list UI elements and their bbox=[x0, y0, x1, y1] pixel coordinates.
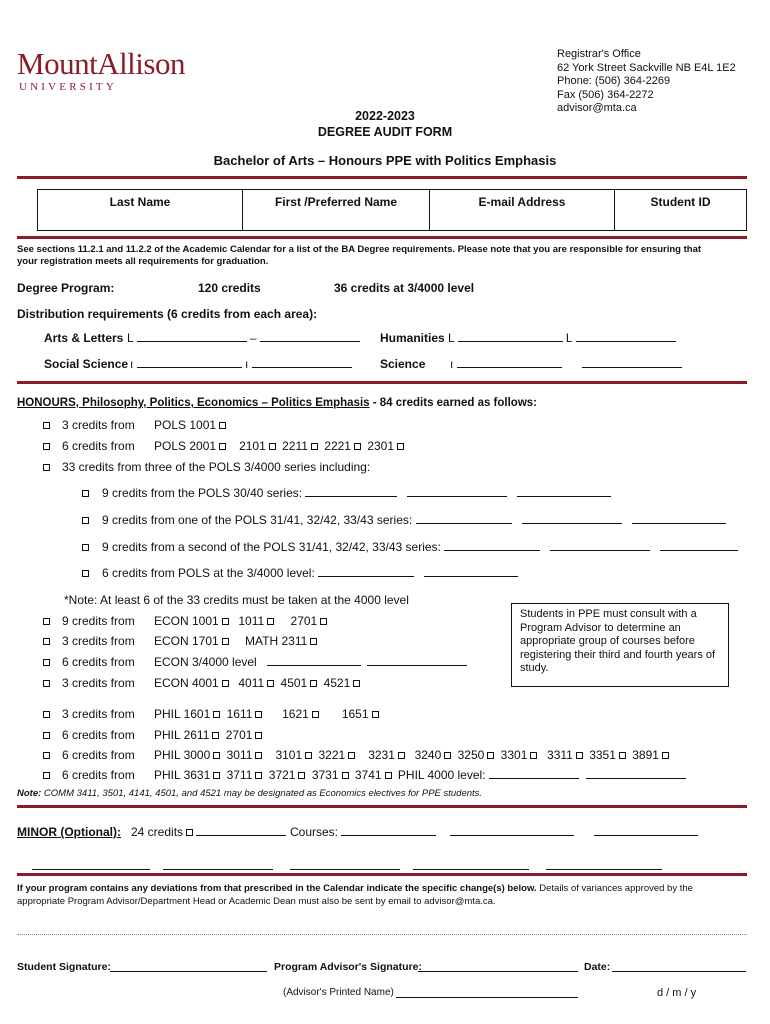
pols-row-1-credits: 3 credits from bbox=[62, 418, 135, 432]
deviation-line[interactable] bbox=[17, 934, 747, 935]
last-name-field[interactable]: Last Name bbox=[38, 190, 243, 230]
divider bbox=[17, 381, 747, 384]
phil-row-1 bbox=[40, 707, 53, 721]
econ-row-1-credits: 9 credits from bbox=[62, 614, 135, 628]
checkbox[interactable] bbox=[353, 680, 360, 687]
checkbox[interactable] bbox=[255, 752, 262, 759]
checkbox[interactable] bbox=[219, 443, 226, 450]
checkbox[interactable] bbox=[43, 638, 50, 645]
checkbox[interactable] bbox=[43, 618, 50, 625]
phil-row-1-courses: PHIL 1601 1611 1621 1651 bbox=[154, 707, 382, 721]
comm-note: Note: COMM 3411, 3501, 4141, 4501, and 4521 may be designated as Economics electives for PPE students. bbox=[17, 788, 483, 799]
checkbox[interactable] bbox=[186, 829, 193, 836]
email-field[interactable]: E-mail Address bbox=[430, 190, 615, 230]
phil-row-3 bbox=[40, 748, 53, 762]
checkbox[interactable] bbox=[43, 443, 50, 450]
checkbox[interactable] bbox=[298, 772, 305, 779]
econ-row-1 bbox=[40, 614, 53, 628]
science-fields[interactable]: ı bbox=[450, 357, 682, 371]
checkbox[interactable] bbox=[212, 732, 219, 739]
student-signature-field[interactable] bbox=[110, 961, 267, 975]
divider bbox=[17, 805, 747, 808]
phil-row-2-courses: PHIL 2611 2701 bbox=[154, 728, 265, 742]
student-id-field[interactable]: Student ID bbox=[650, 195, 711, 209]
econ-row-4 bbox=[40, 676, 53, 690]
checkbox[interactable] bbox=[444, 752, 451, 759]
checkbox[interactable] bbox=[397, 443, 404, 450]
intro-text-2: your registration meets all requirements for graduation. bbox=[17, 256, 269, 267]
checkbox[interactable] bbox=[662, 752, 669, 759]
checkbox[interactable] bbox=[385, 772, 392, 779]
econ-row-3-credits: 6 credits from bbox=[62, 655, 135, 669]
checkbox[interactable] bbox=[213, 752, 220, 759]
checkbox[interactable] bbox=[320, 618, 327, 625]
econ-row-2-credits: 3 credits from bbox=[62, 634, 135, 648]
pols-sub-2: 9 credits from one of the POLS 31/41, 32/42, 33/43 series: bbox=[79, 513, 726, 527]
distribution-heading: Distribution requirements (6 credits from each area): bbox=[17, 307, 318, 321]
advisor-signature-label: Program Advisor's Signature: bbox=[274, 961, 422, 973]
checkbox[interactable] bbox=[619, 752, 626, 759]
checkbox[interactable] bbox=[222, 680, 229, 687]
phil-row-3-courses: PHIL 3000 3011 3101 3221 3231 3240 3250 3301 3311 3351 3891 bbox=[154, 748, 672, 762]
university-logo: MountAllison bbox=[17, 46, 185, 81]
first-name-field[interactable]: First /Preferred Name bbox=[243, 190, 430, 230]
deviation-text-1: If your program contains any deviations from that prescribed in the Calendar indicate the specific change(s) below. Details of variances approved by the bbox=[17, 883, 693, 894]
checkbox[interactable] bbox=[43, 659, 50, 666]
form-title: DEGREE AUDIT FORM bbox=[317, 125, 453, 139]
phil-row-2 bbox=[40, 728, 53, 742]
checkbox[interactable] bbox=[267, 618, 274, 625]
checkbox[interactable] bbox=[311, 443, 318, 450]
checkbox[interactable] bbox=[348, 752, 355, 759]
checkbox[interactable] bbox=[342, 772, 349, 779]
social-science-label: Social Science bbox=[44, 357, 129, 371]
checkbox[interactable] bbox=[43, 732, 50, 739]
checkbox[interactable] bbox=[82, 517, 89, 524]
checkbox[interactable] bbox=[213, 772, 220, 779]
checkbox[interactable] bbox=[43, 752, 50, 759]
minor-row: MINOR (Optional): 24 credits bbox=[17, 825, 286, 839]
checkbox[interactable] bbox=[310, 638, 317, 645]
econ-row-1-courses: ECON 1001 1011 2701 bbox=[154, 614, 330, 628]
deviation-text-2: appropriate Program Advisor/Department Head or Academic Dean must also be sent by email to advisor@mta.ca. bbox=[17, 896, 496, 907]
econ-row-2-courses: ECON 1701 MATH 2311 bbox=[154, 634, 320, 648]
pols-row-2-credits: 6 credits from bbox=[62, 439, 135, 453]
checkbox[interactable] bbox=[213, 711, 220, 718]
divider bbox=[17, 873, 747, 876]
advisor-printed-name-label: (Advisor's Printed Name) bbox=[283, 987, 394, 998]
intro-text-1: See sections 11.2.1 and 11.2.2 of the Academic Calendar for a list of the BA Degree requirements. Please note that you are responsible for ensuring that bbox=[17, 244, 702, 255]
checkbox[interactable] bbox=[312, 711, 319, 718]
checkbox[interactable] bbox=[576, 752, 583, 759]
checkbox[interactable] bbox=[398, 752, 405, 759]
checkbox[interactable] bbox=[43, 422, 50, 429]
social-science-fields[interactable]: ı ı bbox=[130, 357, 352, 371]
arts-letters-label: Arts & Letters bbox=[44, 331, 124, 345]
honours-heading: HONOURS, Philosophy, Politics, Economics – Politics Emphasis - 84 credits earned as follows: bbox=[17, 397, 537, 409]
econ-row-3-courses: ECON 3/4000 level bbox=[154, 655, 467, 669]
date-label: Date: bbox=[584, 961, 611, 973]
pols-row-1-course: POLS 1001 bbox=[154, 418, 229, 432]
econ-row-4-courses: ECON 4001 4011 4501 4521 bbox=[154, 676, 363, 690]
phil-row-4-credits: 6 credits from bbox=[62, 768, 135, 782]
phil-row-3-credits: 6 credits from bbox=[62, 748, 135, 762]
degree-level: 36 credits at 3/4000 level bbox=[334, 281, 475, 295]
science-label: Science bbox=[380, 357, 426, 371]
checkbox[interactable] bbox=[255, 732, 262, 739]
advisor-note-box: Students in PPE must consult with a Program Advisor to determine an appropriate group of courses before registering their third and fourth years of study. bbox=[511, 603, 729, 687]
phil-row-4-courses: PHIL 3631 3711 3721 3731 3741 PHIL 4000 level: bbox=[154, 768, 686, 782]
econ-row-3 bbox=[40, 655, 53, 669]
checkbox[interactable] bbox=[530, 752, 537, 759]
minor-course-fields[interactable] bbox=[32, 859, 662, 873]
phil-row-2-credits: 6 credits from bbox=[62, 728, 135, 742]
divider bbox=[17, 176, 747, 179]
checkbox[interactable] bbox=[82, 570, 89, 577]
pols-row-3 bbox=[40, 460, 53, 474]
registrar-address: Registrar's Office 62 York Street Sackville NB E4L 1E2 Phone: (506) 364-2269 Fax (506) 364-2272 advisor@mta.ca bbox=[557, 48, 736, 115]
date-format: d / m / y bbox=[657, 987, 697, 999]
checkbox[interactable] bbox=[269, 443, 276, 450]
checkbox[interactable] bbox=[43, 464, 50, 471]
phil-row-1-credits: 3 credits from bbox=[62, 707, 135, 721]
checkbox[interactable] bbox=[82, 490, 89, 497]
advisor-signature-field[interactable] bbox=[418, 961, 578, 975]
degree-program-label: Degree Program: bbox=[17, 281, 115, 295]
humanities-label: Humanities bbox=[380, 331, 445, 345]
humanities-fields[interactable]: L L bbox=[448, 331, 676, 345]
pols-sub-4: 6 credits from POLS at the 3/4000 level: bbox=[79, 566, 518, 580]
checkbox[interactable] bbox=[310, 680, 317, 687]
econ-row-4-credits: 3 credits from bbox=[62, 676, 135, 690]
pols-row-2 bbox=[40, 439, 53, 453]
university-logo-subtitle: UNIVERSITY bbox=[19, 81, 117, 93]
checkbox[interactable] bbox=[222, 618, 229, 625]
minor-courses: Courses: bbox=[290, 825, 698, 839]
checkbox[interactable] bbox=[487, 752, 494, 759]
pols-sub-1: 9 credits from the POLS 30/40 series: bbox=[79, 486, 611, 500]
checkbox[interactable] bbox=[43, 711, 50, 718]
divider bbox=[17, 236, 747, 239]
checkbox[interactable] bbox=[305, 752, 312, 759]
checkbox[interactable] bbox=[43, 680, 50, 687]
student-signature-label: Student Signature: bbox=[17, 961, 111, 973]
checkbox[interactable] bbox=[372, 711, 379, 718]
pols-row-3-text: 33 credits from three of the POLS 3/4000 series including: bbox=[62, 460, 371, 474]
checkbox[interactable] bbox=[255, 711, 262, 718]
pols-sub-3: 9 credits from a second of the POLS 31/41, 32/42, 33/43 series: bbox=[79, 540, 738, 554]
checkbox[interactable] bbox=[43, 772, 50, 779]
checkbox[interactable] bbox=[82, 544, 89, 551]
checkbox[interactable] bbox=[255, 772, 262, 779]
phil-row-4 bbox=[40, 768, 53, 782]
advisor-printed-name-field[interactable] bbox=[396, 987, 578, 1001]
checkbox[interactable] bbox=[222, 638, 229, 645]
pols-row-1 bbox=[40, 418, 53, 432]
checkbox[interactable] bbox=[354, 443, 361, 450]
date-field[interactable] bbox=[612, 961, 746, 975]
degree-credits: 120 credits bbox=[198, 281, 261, 295]
program-title: Bachelor of Arts – Honours PPE with Politics Emphasis bbox=[213, 153, 557, 168]
checkbox[interactable] bbox=[219, 422, 226, 429]
checkbox[interactable] bbox=[267, 680, 274, 687]
pols-row-2-courses: POLS 2001 2101 2211 2221 2301 bbox=[154, 439, 407, 453]
academic-year: 2022-2023 bbox=[355, 109, 415, 123]
pols-note: *Note: At least 6 of the 33 credits must be taken at the 4000 level bbox=[64, 593, 409, 607]
arts-letters-fields[interactable]: L – bbox=[127, 331, 360, 345]
student-info-table bbox=[37, 189, 747, 231]
econ-row-2 bbox=[40, 634, 53, 648]
